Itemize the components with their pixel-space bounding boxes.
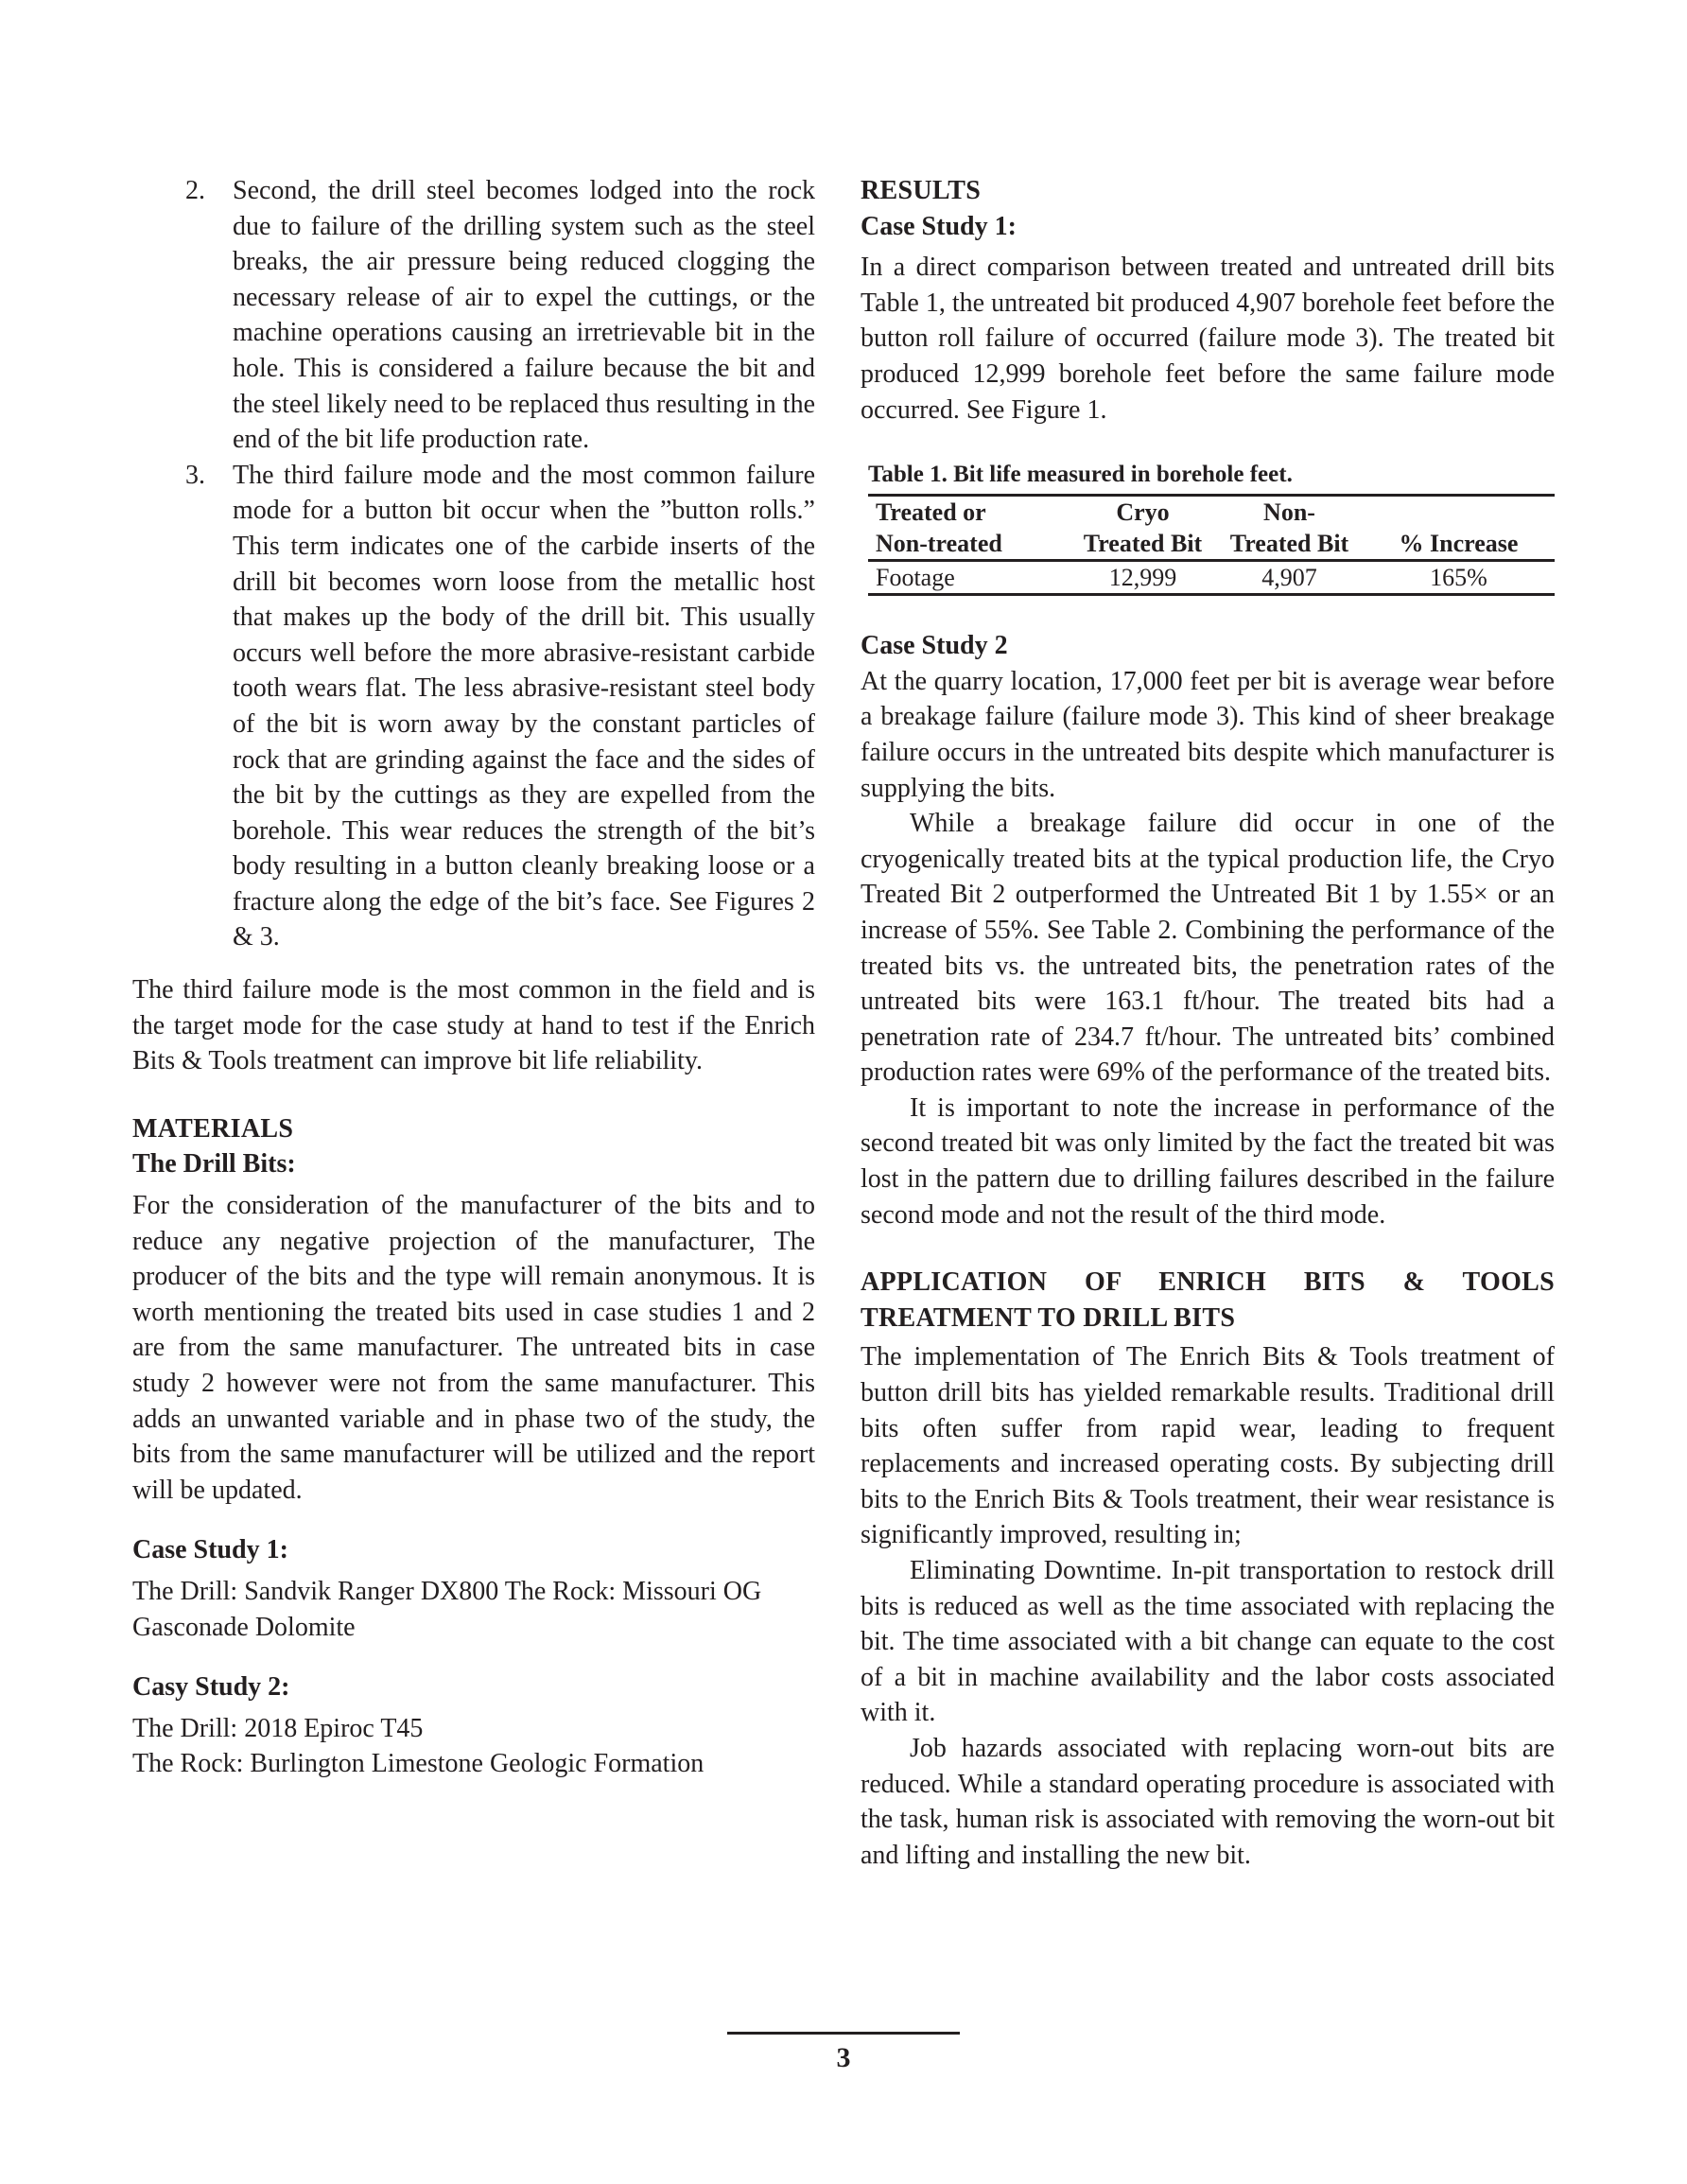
table-header-row: [868, 496, 1555, 561]
header-line: % Increase: [1399, 530, 1519, 558]
spacer: [861, 428, 1555, 460]
header-line: Treated Bit: [1083, 530, 1203, 558]
header-line: Treated Bit: [1229, 530, 1349, 558]
right-column: [861, 173, 1555, 1873]
application-paragraph-2: Eliminating Downtime. In-pit transportation to restock drill bits is reduced as well as the time associated with replacing the bit. The time associated with a bit change can equate to the cost of a bit in machine availability and the labor costs associated with it.: [861, 1556, 1555, 1728]
header-cryo-treated-bit: [1070, 496, 1216, 561]
materials-paragraph: For the consideration of the manufacturer of the bits and to reduce any negative projection of the manufacturer, The producer of the bits and the type will remain anonymous. It is worth mentioning the treated bits used in case studies 1 and 2 are from the same manufacturer. The untreated bits in case study 2 however were not from the same manufacturer. This adds an unwanted variable and in phase two of the study, the bits from the same manufacturer will be utilized and the report will be updated.: [132, 1191, 815, 1505]
results-case-study-1-paragraph: In a direct comparison between treated and untreated drill bits Table 1, the untreated bit produced 4,907 borehole feet before the button roll failure of occurred (failure mode 3). The treated bit produced 12,999 borehole feet before the same failure mode occurred. See Figure 1.: [861, 253, 1555, 425]
list-number: 2.: [185, 176, 205, 205]
header-percent-increase: [1363, 496, 1555, 561]
case-study-2-rock: The Rock: Burlington Limestone Geologic Formation: [132, 1749, 704, 1779]
case-study-1-text: The Drill: Sandvik Ranger DX800 The Rock: Missouri OG Gasconade Dolomite: [132, 1576, 762, 1642]
list-item-text: The third failure mode and the most common failure mode for a button bit occur when the ”button rolls.” This term indicates one of the carbide inserts of the drill bit becomes worn loose from the metallic host that makes up the body of the drill bit. This usually occurs well before the more abrasive-resistant carbide tooth wears flat. The less abrasive-resistant steel body of the bit is worn away by the constant particles of rock that are grinding against the face and the sides of the bit by the cuttings as they are expelled from the borehole. This wear reduces the strength of the bit’s body resulting in a button cleanly breaking loose or a fracture along the edge of the bit’s face. See Figures 2 & 3.: [233, 460, 815, 952]
spacer: [132, 1645, 815, 1669]
third-mode-paragraph: The third failure mode is the most common in the field and is the target mode for the case study at hand to test if the Enrich Bits & Tools treatment can improve bit life reliability.: [132, 975, 815, 1076]
case-study-2-heading: Casy Study 2:: [132, 1672, 290, 1703]
spacer: [861, 1232, 1555, 1265]
drill-bits-subheading: The Drill Bits:: [132, 1149, 296, 1179]
footer-divider: [727, 2032, 960, 2035]
table-1-caption: Table 1. Bit life measured in borehole feet.: [868, 462, 1293, 488]
bit-life-table: [868, 494, 1555, 596]
application-paragraph-3: Job hazards associated with replacing worn-out bits are reduced. While a standard operating procedure is associated with the task, human risk is associated with removing the worn-out bit and lifting and installing the new bit.: [861, 1733, 1555, 1870]
case-study-2-drill: The Drill: 2018 Epiroc T45: [132, 1713, 424, 1743]
table-row: [868, 561, 1555, 595]
left-column: [132, 173, 815, 1782]
header-line: Non-: [1263, 498, 1315, 527]
spacer: [132, 955, 815, 972]
header-line: Cryo: [1116, 498, 1170, 527]
header-line: Treated or: [876, 498, 986, 527]
list-item-text: Second, the drill steel becomes lodged into the rock due to failure of the drilling system such as the steel breaks, the air pressure being reduced clogging the necessary release of air to expel the cuttings, or the machine operations causing an irretrievable bit in the hole. This is considered a failure because the bit and the steel likely need to be replaced thus resulting in the end of the bit life production rate.: [233, 176, 815, 455]
application-paragraph-1: The implementation of The Enrich Bits & Tools treatment of button drill bits has yielded remarkable results. Traditional drill bits often suffer from rapid wear, leading to frequent replacements and increased operating costs. By subjecting drill bits to the Enrich Bits & Tools treatment, their wear resistance is significantly improved, resulting in;: [861, 1342, 1555, 1550]
header-non-treated-bit: [1216, 496, 1363, 561]
application-heading: APPLICATION OF ENRICH BITS & TOOLS TREATMENT TO DRILL BITS: [861, 1267, 1555, 1333]
case-study-2-paragraph-2: While a breakage failure did occur in one of the cryogenically treated bits at the typical production life, the Cryo Treated Bit 2 outperformed the Untreated Bit 1 by 1.55× or an increase of 55%. See Table 2. Combining the performance of the treated bits vs. the untreated bits, the penetration rates of the untreated bits were 163.1 ft/hour. The treated bits had a penetration rate of 234.7 ft/hour. The untreated bits’ combined production rates were 69% of the performance of the treated bits.: [861, 809, 1555, 1088]
failure-mode-list: [132, 173, 815, 955]
case-study-1-heading: Case Study 1:: [132, 1535, 288, 1565]
failure-mode-item-2: [132, 173, 815, 458]
failure-mode-item-3: [132, 458, 815, 955]
list-number: 3.: [185, 460, 205, 490]
case-study-2-heading: Case Study 2: [861, 631, 1008, 661]
page-number: 3: [836, 2042, 851, 2073]
results-heading: RESULTS: [861, 176, 982, 205]
spacer: [132, 1079, 815, 1111]
header-treated-or-non-treated: [868, 496, 1070, 561]
case-study-2-paragraph-1: At the quarry location, 17,000 feet per bit is average wear before a breakage failure (failure mode 3). This kind of sheer breakage failure occurs in the untreated bits despite which manufacturer is supplying the bits.: [861, 666, 1555, 803]
header-line: Non-treated: [876, 530, 1002, 558]
row-label: Footage: [868, 561, 1070, 595]
cryo-treated-value: 12,999: [1070, 561, 1216, 595]
non-treated-value: 4,907: [1216, 561, 1363, 595]
percent-increase-value: 165%: [1363, 561, 1555, 595]
case-study-2-paragraph-3: It is important to note the increase in performance of the second treated bit was only limited by the fact the treated bit was lost in the pattern due to drilling failures described in the failure second mode and not the result of the third mode.: [861, 1092, 1555, 1230]
spacer: [132, 1508, 815, 1532]
materials-heading: MATERIALS: [132, 1113, 294, 1144]
results-case-study-1-heading: Case Study 1:: [861, 211, 1017, 241]
spacer: [861, 596, 1555, 628]
